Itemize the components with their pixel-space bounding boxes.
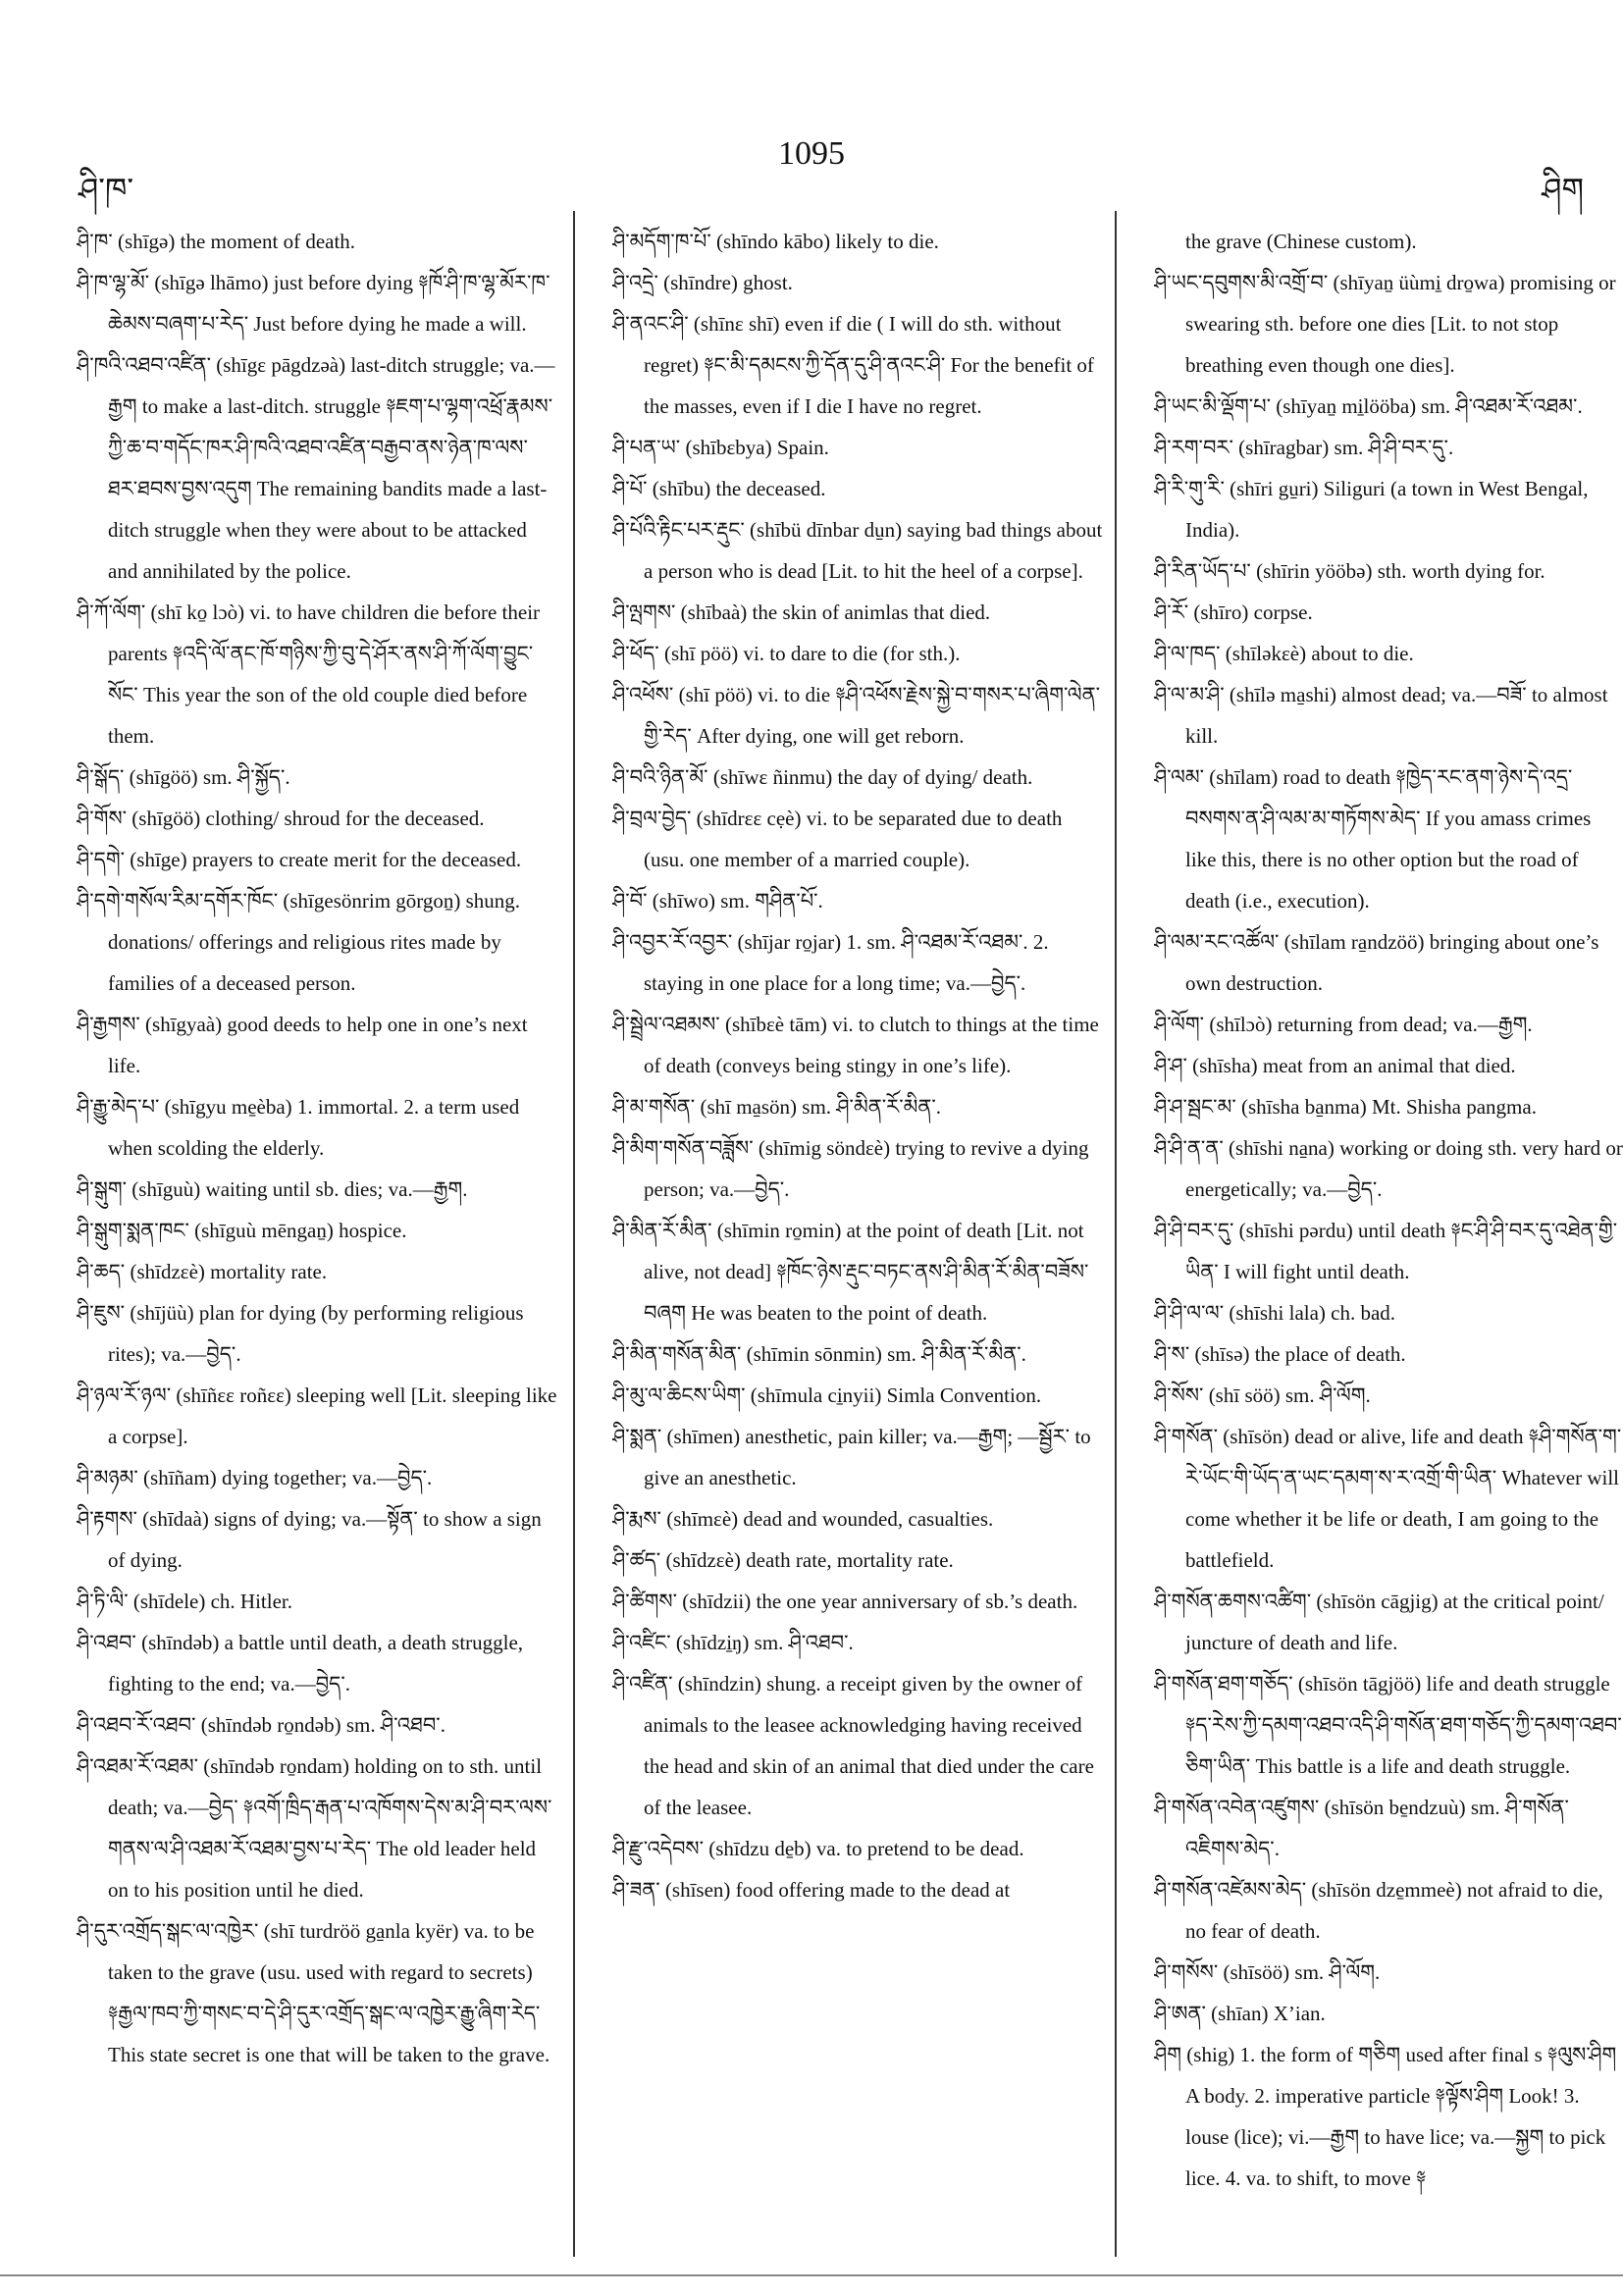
dictionary-entry: ཤི་མུ་ལ་ཆིངས་ཡིག་ (shīmula ci̱nyii) Simla Convention. (612, 1383, 1042, 1407)
dictionary-entry: ཤི་གསོན་འཛེམས་མེད་ (shīsön dze̱mmeè) not afraid to die, no fear of death. (1154, 1878, 1603, 1943)
dictionary-entry: ཤི་ཟན་ (shīsen) food offering made to the dead at (612, 1878, 1011, 1902)
dictionary-entry: ཤི་ལ་མ་ཤི་ (shīlə ma̱shi) almost dead; va.—བཟོ་ to almost kill. (1154, 683, 1608, 748)
dictionary-entry: ཤི་ལ་ཁད་ (shīləkɛè) about to die. (1154, 642, 1414, 665)
dictionary-entry: ཤི་པོ་ (shību) the deceased. (612, 477, 826, 500)
dictionary-entry: ཤི་ལྤགས་ (shībaà) the skin of animlas that died. (612, 600, 991, 624)
dictionary-entry: ཤི་ཁ་ (shīgə) the moment of death. (77, 230, 356, 253)
dictionary-entry: ཤི་ས་ (shīsə) the place of death. (1154, 1342, 1406, 1366)
dictionary-entry: ཤི་རོ་ (shīro) corpse. (1154, 600, 1313, 624)
column-2 (612, 221, 1103, 2262)
dictionary-entry: ཤི་མ་གསོན་ (shī ma̱sön) sm. ཤི་མིན་རོ་མིན་. (612, 1095, 942, 1119)
dictionary-entry: ཤི་གསོན་ཆགས་འཚིག་ (shīsön cāgjig) at the critical point/ juncture of death and life. (1154, 1590, 1604, 1654)
page-header (0, 128, 1623, 207)
dictionary-entry: ཤི་པན་ཡ་ (shībɛbya) Spain. (612, 436, 829, 459)
dictionary-entry: ཤི་རྟགས་ (shīdaà) signs of dying; va.—སྟོན་ to show a sign of dying. (77, 1507, 542, 1572)
dictionary-entry: ཤི་ཚད་ (shīdzɛè) death rate, mortality rate. (612, 1548, 954, 1572)
dictionary-entry: ཤི་གསོས་ (shīsöö) sm. ཤི་ལོག. (1154, 1960, 1381, 1984)
dictionary-entry: ཤི་རིན་ཡོད་པ་ (shīrin yööbə) sth. worth dying for. (1154, 559, 1545, 583)
dictionary-entry: ཤི་མདོག་ཁ་པོ་ (shīndo kābo) likely to die. (612, 230, 939, 253)
dictionary-entry: ཤི་ནའང་ཤི་ (shīnɛ shī) even if die ( I will do sth. without regret) ༈ང་མི་དམངས་ཀྱི་དོན་དུ་ཤི་ནའང་ཤི་ For the benefit of the masses, even if I die I have no regret. (612, 312, 1094, 418)
dictionary-entry: ཤི་དུར་འགྲོད་སྒང་ལ་འཁྱེར་ (shī turdröö ga̱nla kyër) va. to be taken to the grave (usu. used with regard to secrets) ༈རྒྱལ་ཁབ་ཀྱི་གསང་བ་དེ་ཤི་དུར་འགྲོད་སྒང་ལ་འཁྱེར་རྒྱུ་ཞིག་རེད་ This state secret is one that will be taken to the grave. (77, 1919, 550, 2066)
dictionary-entry: ཤིག (shig) 1. the form of གཅིག used after final s ༈ལུས་ཤིག A body. 2. imperative particle ༈ལྟོས་ཤིག Look! 3. louse (lice); vi.—རྒྱག to have lice; va.—སྐྱག to pick lice. 4. va. to shift, to move ༈ (1154, 2043, 1617, 2190)
page-number: 1095 (778, 135, 845, 172)
column-divider (1115, 211, 1117, 2257)
column-1 (77, 221, 557, 2262)
dictionary-entry: ཤི་ཉལ་རོ་ཉལ་ (shīñɛɛ roñɛɛ) sleeping well [Lit. sleeping like a corpse]. (77, 1383, 557, 1448)
dictionary-entry: ཤི་དགེ་གསོལ་རིམ་དགོར་ཁོང་ (shīgesönrim gōrgoṉ) shung. donations/ offerings and religious rites made by families of a deceased person. (77, 889, 521, 995)
dictionary-entry: ཤི་གསོན་ཐག་གཅོད་ (shīsön tāgjöö) life and death struggle ༈ད་རེས་ཀྱི་དམག་འཐབ་འདི་ཤི་གསོན་ཐག་གཅོད་ཀྱི་དམག་འཐབ་ཅིག་ཡིན་ This battle is a life and death struggle. (1154, 1672, 1622, 1778)
dictionary-entry: ཤི་ཁའི་འཐབ་འཛིན་ (shīgɛ pāgdzəà) last-ditch struggle; va.—རྒྱག to make a last-ditch. struggle ༈ཇག་པ་ལྷག་འཕྲོ་རྣམས་ཀྱི་ཆ་བ་གདོང་ཁར་ཤི་ཁའི་འཐབ་འཛིན་བརྒྱབ་ནས་ཉེན་ཁ་ལས་ཐར་ཐབས་བྱས་འདུག The remaining bandits made a last-ditch struggle when they were about to be attacked and annihilated by the police. (77, 353, 555, 583)
dictionary-entry: ཤི་འཐབ་ (shīndəb) a battle until death, a death struggle, fighting to the end; va.—བྱེད་. (77, 1631, 524, 1696)
dictionary-entry: ཤི་འཐམ་རོ་འཐམ་ (shīndəb ro̱ndam) holding on to sth. until death; va.—བྱེད་ ༈འགོ་ཁྲིད་རྒན་པ་འཁོགས་དེས་མ་ཤི་བར་ལས་གནས་ལ་ཤི་འཐམ་རོ་འཐམ་བྱས་པ་རེད་ The old leader held on to his position until he died. (77, 1754, 552, 1902)
dictionary-entry: ཤི་བའི་ཉིན་མོ་ (shīwɛ ñinmu) the day of dying/ death. (612, 765, 1033, 789)
dictionary-entry: ཤི་སྨན་ (shīmen) anesthetic, pain killer; va.—རྒྱག; —སྦྱོར་ to give an anesthetic. (612, 1425, 1091, 1489)
dictionary-entry: ཤི་མཉམ་ (shīñam) dying together; va.—བྱེད་. (77, 1466, 433, 1489)
dictionary-entry: ཤི་མིག་གསོན་བཟློས་ (shīmig söndɛè) trying to revive a dying person; va.—བྱེད་. (612, 1136, 1089, 1201)
dictionary-entry: ཤི་མིན་རོ་མིན་ (shīmin ro̱min) at the point of death [Lit. not alive, not dead] ༈ཁོང་ཉེས་རྡུང་བཏང་ནས་ཤི་མིན་རོ་མིན་བཟོས་བཞག He was beaten to the point of death. (612, 1219, 1089, 1325)
footer-rule (0, 2274, 1623, 2276)
dictionary-entry: ཤི་སྒུག་སྨན་ཁང་ (shīguù mēngaṉ) hospice. (77, 1219, 407, 1242)
dictionary-entry: ཤི་ཁ་ལྷ་མོ་ (shīgə lhāmo) just before dying ༈ཁོ་ཤི་ཁ་ལྷ་མོར་ཁ་ཆེམས་བཞག་པ་རེད་ Just before dying he made a will. (77, 271, 550, 336)
dictionary-entry: ཤི་རྒྱུ་མེད་པ་ (shīgyu me̱èba) 1. immortal. 2. a term used when scolding the elderly. (77, 1095, 520, 1160)
dictionary-entry: ཤི་བོ་ (shīwo) sm. གཤིན་པོ་. (612, 889, 823, 913)
dictionary-entry: ཤི་ལམ་ (shīlam) road to death ༈ཁྱེད་རང་ནག་ཉེས་དེ་འདྲ་བསགས་ན་ཤི་ལམ་མ་གཏོགས་མེད་ If you amass crimes like this, there is no other option but the road of death (i.e., execution). (1154, 765, 1592, 913)
dictionary-entry: ཤི་གསོན་འབེན་འཛུགས་ (shīsön be̱ndzuù) sm. ཤི་གསོན་འཇིགས་མེད་. (1154, 1796, 1569, 1860)
dictionary-entry: ཤི་ཏི་ལི་ (shīdele) ch. Hitler. (77, 1590, 292, 1613)
dictionary-entry: ཤི་ཨན་ (shīan) X’ian. (1154, 2002, 1326, 2025)
dictionary-entry: ཤི་ལམ་རང་འཚོལ་ (shīlam ra̱ndzöö) bringing about one’s own destruction. (1154, 930, 1599, 995)
dictionary-entry: ཤི་ཡང་མི་ལྡོག་པ་ (shīyaṉ mi̱lööba) sm. ཤི་འཐམ་རོ་འཐམ་. (1154, 394, 1583, 418)
dictionary-entry: ཤི་གསོན་ (shīsön) dead or alive, life and death ༈ཤི་གསོན་ག་རེ་ཡོང་གི་ཡོད་ན་ཡང་དམག་ས་ར་འགྲོ་གི་ཡིན་ Whatever will come whether it be life or death, I am going to the battlefield. (1154, 1425, 1622, 1572)
dictionary-entry: ཤི་རྫུ་འདེབས་ (shīdzu de̱b) va. to pretend to be dead. (612, 1837, 1024, 1860)
dictionary-entry: ཤི་ཤི་ན་ན་ (shīshi na̱na) working or doing sth. very hard or energetically; va.—བྱེད་. (1154, 1136, 1623, 1201)
dictionary-entry: ཤི་རག་བར་ (shīragbar) sm. ཤི་ཤི་བར་དུ་. (1154, 436, 1454, 459)
dictionary-entry: ཤི་པོའི་རྟིང་པར་རྡུང་ (shībü dīnbar du̱n) saying bad things about a person who is dead [Lit. to hit the heel of a corpse]. (612, 518, 1103, 583)
dictionary-entry: ཤི་དགེ་ (shīge) prayers to create merit for the deceased. (77, 848, 522, 871)
column-divider (573, 211, 575, 2257)
dictionary-entry: ཤི་རྨས་ (shīmɛè) dead and wounded, casualties. (612, 1507, 994, 1531)
dictionary-entry: ཤི་ཀོ་ལོག་ (shī ko̱ lɔò) vi. to have children die before their parents ༈འདི་ལོ་ནང་ཁོ་གཉིས་ཀྱི་བུ་དེ་ཤོར་ནས་ཤི་ཀོ་ལོག་བྱུང་སོང་ This year the son of the old couple died before them. (77, 600, 541, 748)
dictionary-entry: ཤི་ཤ་སྦང་མ་ (shīsha ba̱nma) Mt. Shisha pangma. (1154, 1095, 1537, 1119)
dictionary-entry: ཤི་ཚིགས་ (shīdzii) the one year anniversary of sb.’s death. (612, 1590, 1078, 1613)
dictionary-entry: ཤི་སྒུག་ (shīguù) waiting until sb. dies; va.—རྒྱག. (77, 1177, 468, 1201)
dictionary-entry: ཤི་འཛིང་ (shīdzi̱ŋ) sm. ཤི་འཐབ་. (612, 1631, 854, 1654)
dictionary-entry: ཤི་སྦྲེལ་འཐམས་ (shībɛè tām) vi. to clutch to things at the time of death (conveys being stingy in one’s life). (612, 1013, 1099, 1077)
dictionary-entry: ཤི་མིན་གསོན་མིན་ (shīmin sōnmin) sm. ཤི་མིན་རོ་མིན་. (612, 1342, 1026, 1366)
dictionary-entry: ཤི་ཤི་བར་དུ་ (shīshi pərdu) until death ༈ང་ཤི་ཤི་བར་དུ་འཐེན་གྱི་ཡིན་ I will fight until death. (1154, 1219, 1618, 1283)
dictionary-entry: ཤི་ཤ་ (shīsha) meat from an animal that died. (1154, 1054, 1516, 1077)
dictionary-entry: ཤི་འཛིན་ (shīndzin) shung. a receipt given by the owner of animals to the leasee acknowledging having received the head and skin of an animal that died under the care of the leasee. (612, 1672, 1094, 1819)
dictionary-entry: ཤི་ཆད་ (shīdzɛè) mortality rate. (77, 1260, 328, 1283)
dictionary-entry: ཤི་འདྲེ་ (shīndre) ghost. (612, 271, 793, 294)
dictionary-entry: ཤི་ཡང་དབུགས་མི་འགྲོ་བ་ (shīyaṉ üùmi̱ dro̱wa) promising or swearing sth. before one dies [Lit. to not stop breathing even though one dies]. (1154, 271, 1616, 377)
dictionary-entry: ཤི་གོས་ (shīgöö) clothing/ shroud for the deceased. (77, 807, 485, 830)
guide-word-right: ཤིག (1542, 172, 1584, 207)
dictionary-columns (77, 211, 1623, 2262)
dictionary-entry: ཤི་འཕོས་ (shī pöö) vi. to die ༈ཤི་འཕོས་རྗེས་སྐྱེ་བ་གསར་པ་ཞིག་ལེན་གྱི་རེད་ After dying, one will get reborn. (612, 683, 1101, 748)
dictionary-entry: ཤི་སོས་ (shī söö) sm. ཤི་ལོག. (1154, 1383, 1371, 1407)
dictionary-entry: ཤི་ཤི་ལ་ལ་ (shīshi lala) ch. bad. (1154, 1301, 1396, 1325)
dictionary-entry: ཤི་ཇུས་ (shījüù) plan for dying (by performing religious rites); va.—བྱེད་. (77, 1301, 524, 1366)
dictionary-entry: ཤི་རི་གུ་རི་ (shīri gu̱ri) Siliguri (a town in West Bengal, India). (1154, 477, 1589, 542)
dictionary-entry: ཤི་ལོག་ (shīlɔò) returning from dead; va.—རྒྱག. (1154, 1013, 1533, 1036)
dictionary-entry: ཤི་ཕོད་ (shī pöö) vi. to dare to die (for sth.). (612, 642, 961, 665)
dictionary-entry: ཤི་འཐབ་རོ་འཐབ་ (shīndəb ro̱ndəb) sm. ཤི་འཐབ་. (77, 1713, 445, 1737)
dictionary-entry: the grave (Chinese custom). (1185, 230, 1417, 253)
dictionary-entry: ཤི་རྒྱགས་ (shīgyaà) good deeds to help one in one’s next life. (77, 1013, 528, 1077)
dictionary-entry: ཤི་སྒོད་ (shīgöö) sm. ཤི་སྐྱོད་. (77, 765, 290, 789)
column-3 (1154, 221, 1623, 2262)
dictionary-entry: ཤི་བྲལ་བྱེད་ (shīdrɛɛ cẹè) vi. to be separated due to death (usu. one member of a married couple). (612, 807, 1063, 871)
dictionary-entry: ཤི་འབྱར་རོ་འབྱར་ (shījar ro̱jar) 1. sm. ཤི་འཐམ་རོ་འཐམ་. 2. staying in one place for a long time; va.—བྱེད་. (612, 930, 1049, 995)
guide-word-left: ཤི་ཁ་ (79, 172, 134, 207)
